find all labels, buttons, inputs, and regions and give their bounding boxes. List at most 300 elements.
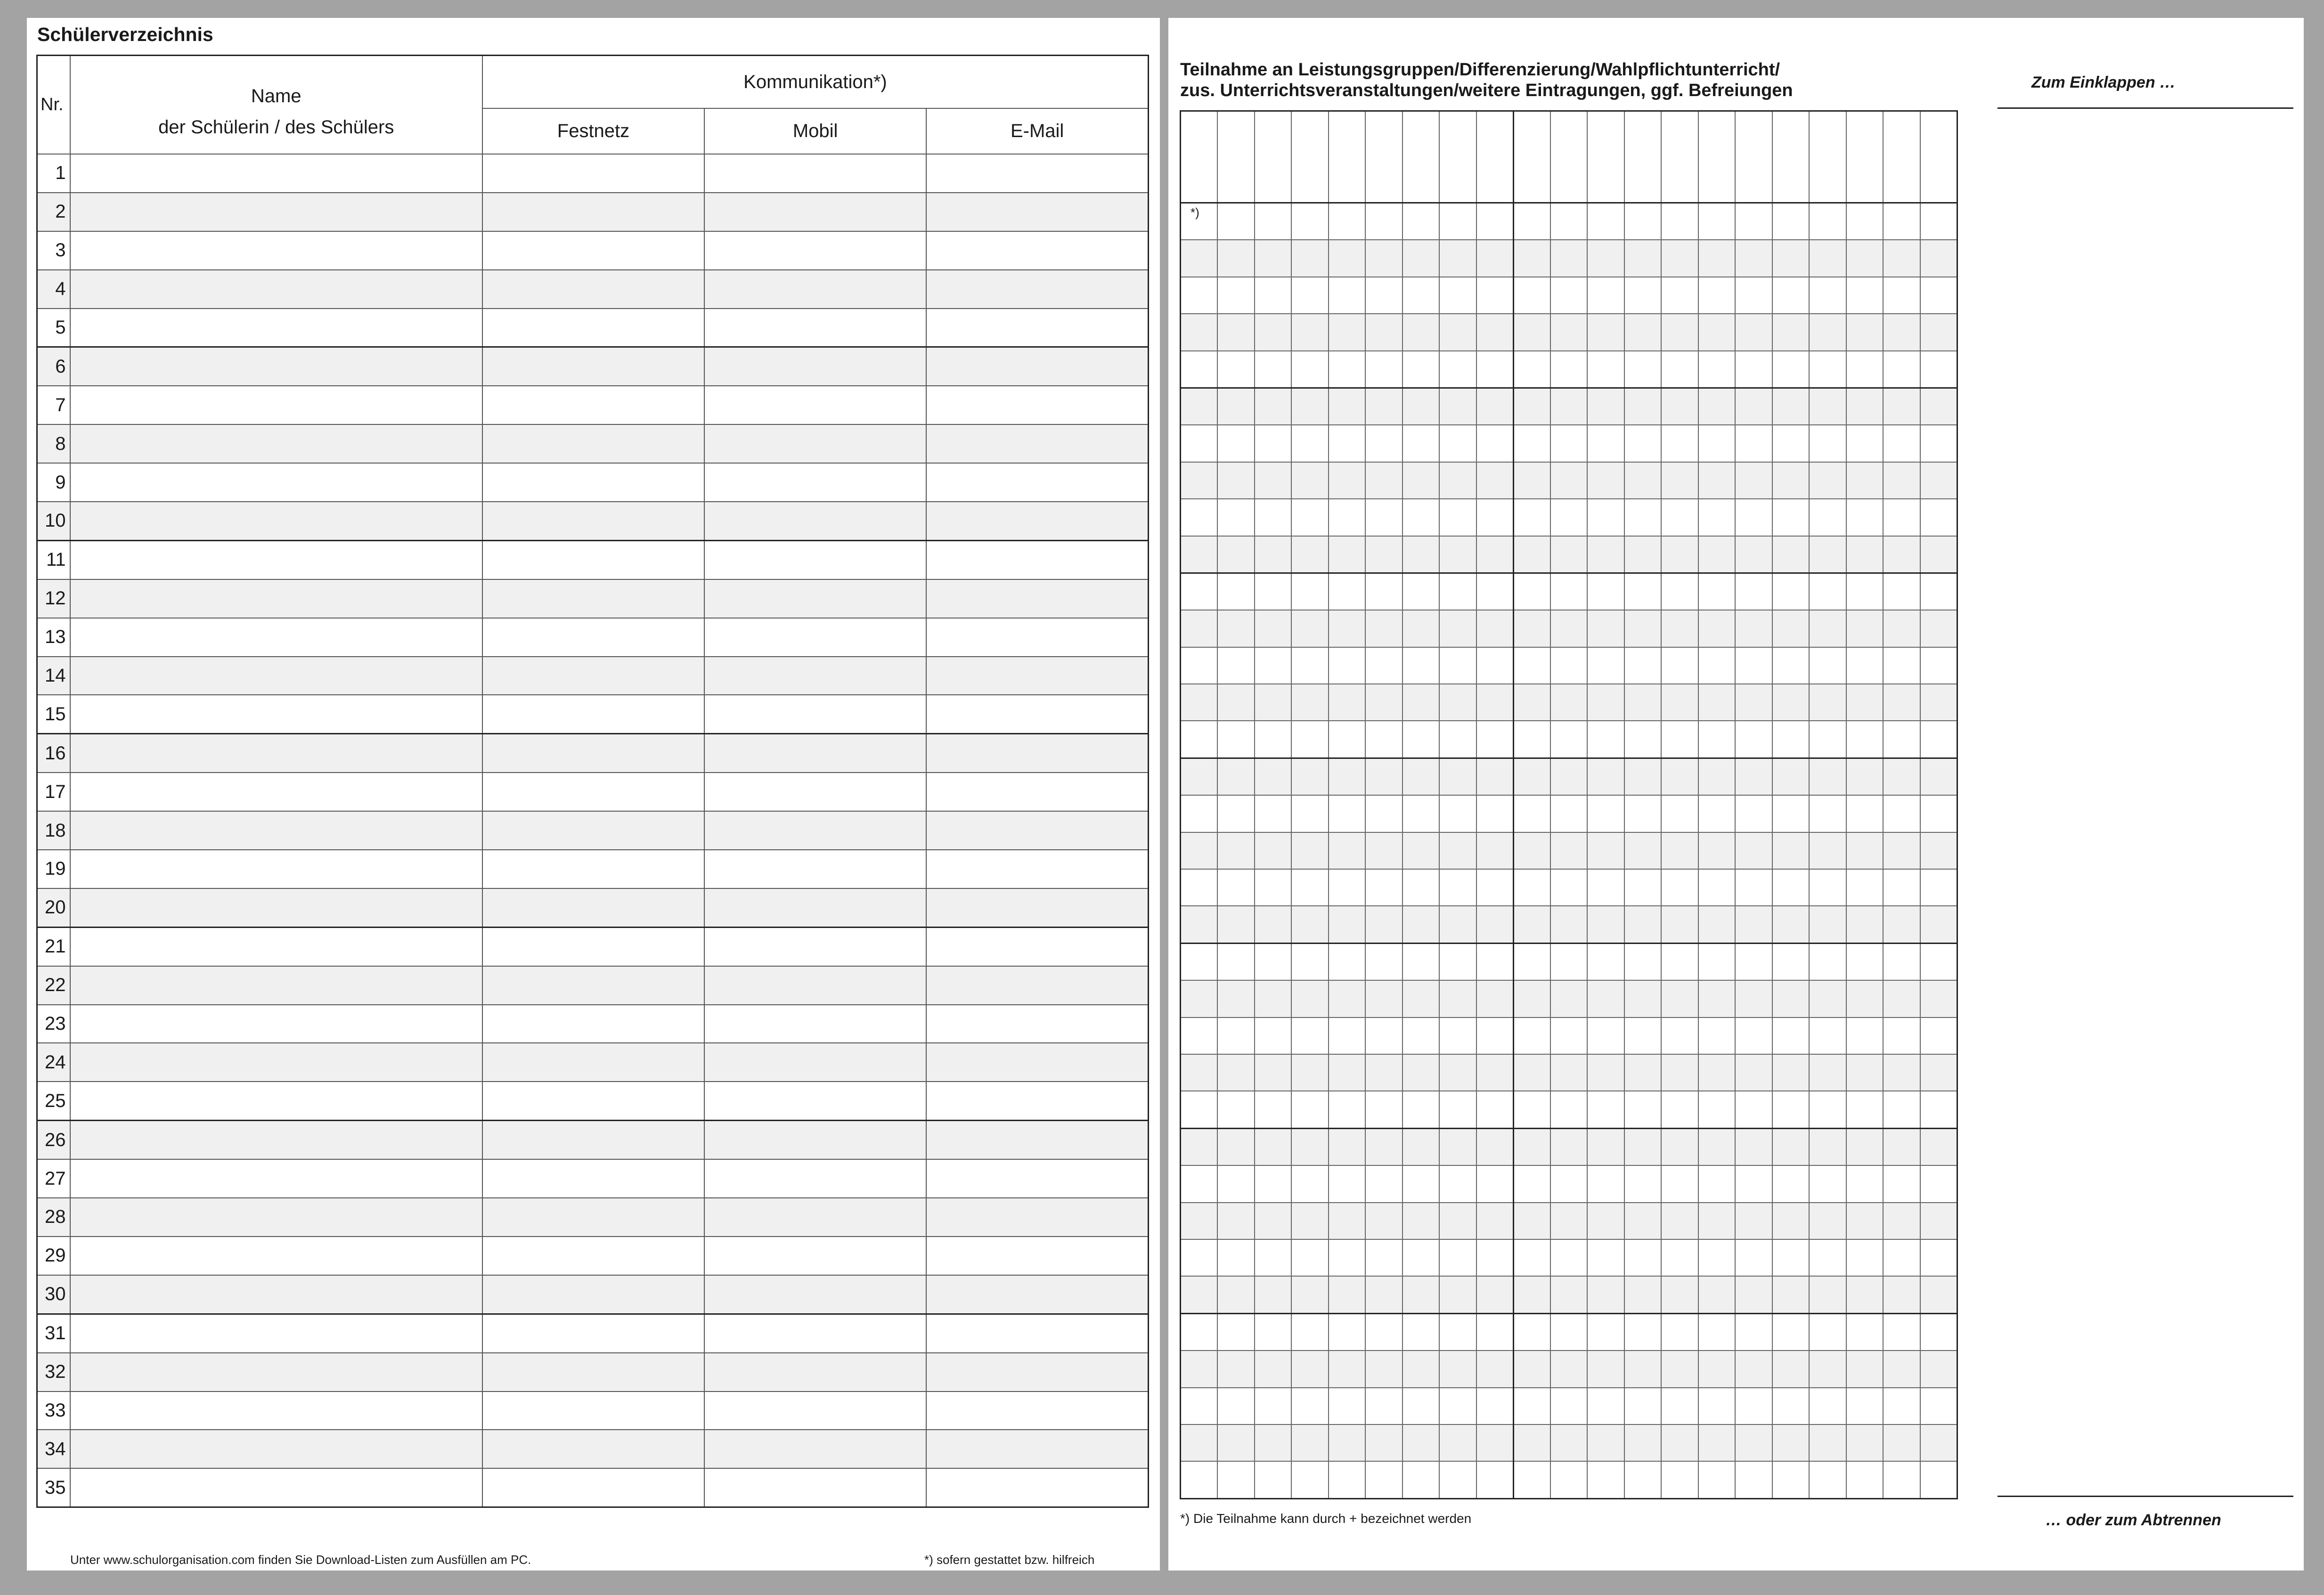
grid-cell[interactable] xyxy=(1329,647,1366,684)
grid-cell[interactable] xyxy=(1291,647,1329,684)
grid-cell[interactable] xyxy=(1365,1276,1403,1313)
grid-cell[interactable] xyxy=(1439,499,1476,536)
grid-cell[interactable] xyxy=(1735,758,1772,795)
grid-cell[interactable] xyxy=(1550,684,1588,721)
email-cell[interactable] xyxy=(926,1082,1148,1120)
grid-cell[interactable] xyxy=(1587,1128,1624,1165)
mobil-cell[interactable] xyxy=(704,927,926,966)
grid-cell[interactable] xyxy=(1846,425,1884,462)
grid-cell[interactable] xyxy=(1661,1165,1698,1202)
grid-cell[interactable] xyxy=(1772,462,1810,499)
grid-cell[interactable] xyxy=(1661,425,1698,462)
grid-cell[interactable] xyxy=(1291,314,1329,350)
grid-cell[interactable] xyxy=(1291,425,1329,462)
grid-cell[interactable] xyxy=(1513,536,1550,573)
grid-cell[interactable] xyxy=(1624,1128,1662,1165)
grid-cell[interactable] xyxy=(1846,1054,1884,1091)
grid-cell[interactable] xyxy=(1883,1461,1920,1498)
email-cell[interactable] xyxy=(926,1005,1148,1043)
email-cell[interactable] xyxy=(926,811,1148,850)
grid-cell[interactable] xyxy=(1403,795,1440,832)
grid-cell[interactable] xyxy=(1920,1313,1957,1351)
grid-cell[interactable] xyxy=(1883,980,1920,1017)
grid-cell[interactable] xyxy=(1772,1461,1810,1498)
grid-cell[interactable] xyxy=(1920,425,1957,462)
grid-cell[interactable] xyxy=(1217,462,1255,499)
grid-cell[interactable] xyxy=(1439,1313,1476,1351)
grid-cell[interactable] xyxy=(1698,1239,1736,1276)
grid-cell[interactable] xyxy=(1329,536,1366,573)
grid-cell[interactable] xyxy=(1217,1091,1255,1128)
festnetz-cell[interactable] xyxy=(482,231,704,270)
grid-cell[interactable] xyxy=(1698,536,1736,573)
grid-cell[interactable] xyxy=(1661,1351,1698,1387)
grid-cell[interactable] xyxy=(1698,1165,1736,1202)
grid-cell[interactable] xyxy=(1883,1351,1920,1387)
grid-cell[interactable] xyxy=(1772,1165,1810,1202)
festnetz-cell[interactable] xyxy=(482,1468,704,1507)
grid-cell[interactable] xyxy=(1181,610,1218,647)
grid-cell[interactable] xyxy=(1809,1017,1846,1054)
grid-cell[interactable] xyxy=(1846,1165,1884,1202)
grid-cell[interactable] xyxy=(1476,610,1514,647)
email-cell[interactable] xyxy=(926,695,1148,733)
grid-cell[interactable] xyxy=(1587,388,1624,425)
grid-cell[interactable] xyxy=(1920,906,1957,943)
grid-cell[interactable] xyxy=(1365,1091,1403,1128)
grid-cell[interactable] xyxy=(1661,1388,1698,1424)
grid-cell[interactable] xyxy=(1735,1017,1772,1054)
grid-cell[interactable] xyxy=(1513,1388,1550,1424)
grid-cell[interactable] xyxy=(1698,1388,1736,1424)
festnetz-cell[interactable] xyxy=(482,1430,704,1468)
grid-cell[interactable] xyxy=(1772,869,1810,906)
grid-cell[interactable] xyxy=(1181,573,1218,610)
grid-cell[interactable] xyxy=(1920,1388,1957,1424)
grid-cell[interactable] xyxy=(1255,832,1292,869)
grid-cell[interactable] xyxy=(1698,462,1736,499)
grid-cell[interactable] xyxy=(1181,1461,1218,1498)
grid-cell[interactable] xyxy=(1772,795,1810,832)
grid-cell[interactable] xyxy=(1255,1017,1292,1054)
grid-cell[interactable] xyxy=(1809,610,1846,647)
grid-cell[interactable] xyxy=(1476,1276,1514,1313)
email-cell[interactable] xyxy=(926,1121,1148,1159)
name-cell[interactable] xyxy=(70,1082,482,1120)
grid-cell[interactable] xyxy=(1365,1017,1403,1054)
grid-cell[interactable] xyxy=(1476,277,1514,314)
grid-cell[interactable] xyxy=(1513,314,1550,350)
grid-cell[interactable] xyxy=(1772,610,1810,647)
grid-cell[interactable] xyxy=(1439,980,1476,1017)
name-cell[interactable] xyxy=(70,618,482,657)
grid-cell[interactable] xyxy=(1181,1424,1218,1461)
grid-cell[interactable] xyxy=(1587,647,1624,684)
grid-header-cell[interactable] xyxy=(1624,111,1662,203)
grid-cell[interactable] xyxy=(1291,1351,1329,1387)
grid-cell[interactable] xyxy=(1587,684,1624,721)
grid-cell[interactable] xyxy=(1403,277,1440,314)
grid-cell[interactable] xyxy=(1735,943,1772,980)
grid-cell[interactable] xyxy=(1476,980,1514,1017)
mobil-cell[interactable] xyxy=(704,193,926,231)
grid-cell[interactable] xyxy=(1181,906,1218,943)
grid-cell[interactable] xyxy=(1661,1461,1698,1498)
grid-cell[interactable] xyxy=(1624,1388,1662,1424)
grid-cell[interactable] xyxy=(1550,573,1588,610)
grid-cell[interactable] xyxy=(1809,1091,1846,1128)
grid-cell[interactable] xyxy=(1587,462,1624,499)
grid-cell[interactable] xyxy=(1846,277,1884,314)
grid-cell[interactable] xyxy=(1255,462,1292,499)
grid-cell[interactable] xyxy=(1735,980,1772,1017)
grid-cell[interactable] xyxy=(1698,1276,1736,1313)
grid-cell[interactable] xyxy=(1920,1351,1957,1387)
grid-cell[interactable] xyxy=(1809,499,1846,536)
grid-cell[interactable] xyxy=(1181,869,1218,906)
grid-cell[interactable] xyxy=(1181,1165,1218,1202)
grid-cell[interactable] xyxy=(1217,1054,1255,1091)
grid-header-cell[interactable] xyxy=(1735,111,1772,203)
grid-cell[interactable] xyxy=(1661,758,1698,795)
grid-cell[interactable] xyxy=(1329,832,1366,869)
grid-cell[interactable] xyxy=(1661,869,1698,906)
grid-cell[interactable] xyxy=(1329,1091,1366,1128)
grid-cell[interactable] xyxy=(1698,240,1736,277)
grid-cell[interactable] xyxy=(1920,203,1957,240)
grid-cell[interactable] xyxy=(1181,1276,1218,1313)
festnetz-cell[interactable] xyxy=(482,1082,704,1120)
grid-cell[interactable] xyxy=(1255,1388,1292,1424)
grid-cell[interactable] xyxy=(1698,1313,1736,1351)
grid-cell[interactable] xyxy=(1883,943,1920,980)
email-cell[interactable] xyxy=(926,927,1148,966)
name-cell[interactable] xyxy=(70,1198,482,1237)
grid-cell[interactable] xyxy=(1846,536,1884,573)
grid-cell[interactable] xyxy=(1550,351,1588,388)
grid-cell[interactable] xyxy=(1883,573,1920,610)
grid-cell[interactable] xyxy=(1809,1424,1846,1461)
grid-cell[interactable] xyxy=(1513,203,1550,240)
grid-cell[interactable] xyxy=(1698,980,1736,1017)
grid-cell[interactable] xyxy=(1403,1424,1440,1461)
grid-cell[interactable] xyxy=(1181,1054,1218,1091)
grid-cell[interactable] xyxy=(1365,1054,1403,1091)
grid-header-cell[interactable] xyxy=(1403,111,1440,203)
name-cell[interactable] xyxy=(70,1314,482,1352)
mobil-cell[interactable] xyxy=(704,888,926,927)
grid-cell[interactable] xyxy=(1809,832,1846,869)
name-cell[interactable] xyxy=(70,1392,482,1430)
grid-cell[interactable] xyxy=(1217,647,1255,684)
email-cell[interactable] xyxy=(926,309,1148,347)
festnetz-cell[interactable] xyxy=(482,540,704,579)
grid-cell[interactable] xyxy=(1624,647,1662,684)
grid-cell[interactable] xyxy=(1439,1091,1476,1128)
grid-cell[interactable] xyxy=(1624,1351,1662,1387)
grid-cell[interactable] xyxy=(1772,573,1810,610)
grid-header-cell[interactable] xyxy=(1329,111,1366,203)
grid-cell[interactable] xyxy=(1255,1461,1292,1498)
grid-cell[interactable] xyxy=(1329,425,1366,462)
mobil-cell[interactable] xyxy=(704,270,926,309)
grid-cell[interactable] xyxy=(1439,684,1476,721)
grid-cell[interactable] xyxy=(1920,1424,1957,1461)
grid-cell[interactable] xyxy=(1587,1351,1624,1387)
grid-cell[interactable] xyxy=(1255,1128,1292,1165)
grid-cell[interactable] xyxy=(1809,277,1846,314)
grid-cell[interactable] xyxy=(1809,906,1846,943)
grid-cell[interactable] xyxy=(1255,1203,1292,1239)
grid-cell[interactable] xyxy=(1217,906,1255,943)
grid-cell[interactable] xyxy=(1550,906,1588,943)
grid-cell[interactable] xyxy=(1846,573,1884,610)
grid-cell[interactable] xyxy=(1550,1388,1588,1424)
grid-cell[interactable] xyxy=(1439,869,1476,906)
grid-cell[interactable] xyxy=(1920,1203,1957,1239)
grid-cell[interactable] xyxy=(1365,1388,1403,1424)
grid-cell[interactable] xyxy=(1329,943,1366,980)
grid-cell[interactable] xyxy=(1624,906,1662,943)
grid-cell[interactable] xyxy=(1587,1054,1624,1091)
grid-cell[interactable] xyxy=(1217,425,1255,462)
grid-cell[interactable] xyxy=(1735,425,1772,462)
grid-cell[interactable] xyxy=(1772,758,1810,795)
email-cell[interactable] xyxy=(926,463,1148,502)
grid-cell[interactable] xyxy=(1255,240,1292,277)
grid-cell[interactable] xyxy=(1809,1388,1846,1424)
grid-cell[interactable] xyxy=(1291,1239,1329,1276)
grid-cell[interactable] xyxy=(1476,240,1514,277)
grid-cell[interactable] xyxy=(1403,869,1440,906)
grid-cell[interactable] xyxy=(1217,1203,1255,1239)
grid-header-cell[interactable] xyxy=(1920,111,1957,203)
grid-cell[interactable] xyxy=(1255,1313,1292,1351)
grid-cell[interactable] xyxy=(1513,462,1550,499)
grid-cell[interactable] xyxy=(1439,1461,1476,1498)
grid-cell[interactable] xyxy=(1809,943,1846,980)
grid-cell[interactable] xyxy=(1624,1461,1662,1498)
grid-cell[interactable] xyxy=(1255,425,1292,462)
grid-cell[interactable] xyxy=(1624,314,1662,350)
grid-cell[interactable] xyxy=(1181,1017,1218,1054)
grid-cell[interactable] xyxy=(1661,314,1698,350)
grid-cell[interactable] xyxy=(1920,1091,1957,1128)
grid-cell[interactable] xyxy=(1883,721,1920,758)
grid-cell[interactable] xyxy=(1217,943,1255,980)
grid-cell[interactable] xyxy=(1587,795,1624,832)
grid-cell[interactable] xyxy=(1181,499,1218,536)
grid-cell[interactable] xyxy=(1403,462,1440,499)
grid-cell[interactable] xyxy=(1735,573,1772,610)
grid-cell[interactable] xyxy=(1403,1313,1440,1351)
grid-cell[interactable] xyxy=(1476,1313,1514,1351)
grid-cell[interactable] xyxy=(1735,1351,1772,1387)
grid-cell[interactable] xyxy=(1698,795,1736,832)
grid-cell[interactable] xyxy=(1661,1424,1698,1461)
grid-cell[interactable] xyxy=(1403,758,1440,795)
grid-cell[interactable] xyxy=(1476,1128,1514,1165)
grid-cell[interactable] xyxy=(1439,647,1476,684)
grid-cell[interactable] xyxy=(1439,758,1476,795)
grid-cell[interactable] xyxy=(1550,1128,1588,1165)
grid-cell[interactable] xyxy=(1439,721,1476,758)
festnetz-cell[interactable] xyxy=(482,850,704,888)
grid-cell[interactable] xyxy=(1883,462,1920,499)
name-cell[interactable] xyxy=(70,888,482,927)
grid-cell[interactable] xyxy=(1846,647,1884,684)
grid-cell[interactable] xyxy=(1920,314,1957,350)
grid-header-cell[interactable] xyxy=(1809,111,1846,203)
grid-cell[interactable] xyxy=(1181,758,1218,795)
grid-cell[interactable] xyxy=(1735,869,1772,906)
grid-cell[interactable] xyxy=(1550,943,1588,980)
festnetz-cell[interactable] xyxy=(482,270,704,309)
grid-cell[interactable] xyxy=(1883,1388,1920,1424)
grid-cell[interactable] xyxy=(1698,1461,1736,1498)
grid-cell[interactable] xyxy=(1291,869,1329,906)
grid-cell[interactable] xyxy=(1217,277,1255,314)
grid-cell[interactable] xyxy=(1476,1091,1514,1128)
grid-cell[interactable] xyxy=(1698,573,1736,610)
grid-cell[interactable] xyxy=(1661,1239,1698,1276)
grid-cell[interactable] xyxy=(1661,684,1698,721)
grid-cell[interactable] xyxy=(1550,980,1588,1017)
grid-cell[interactable] xyxy=(1365,869,1403,906)
grid-cell[interactable] xyxy=(1439,832,1476,869)
grid-cell[interactable] xyxy=(1513,351,1550,388)
grid-cell[interactable] xyxy=(1217,1424,1255,1461)
grid-cell[interactable] xyxy=(1624,1313,1662,1351)
grid-cell[interactable] xyxy=(1439,795,1476,832)
grid-cell[interactable] xyxy=(1550,721,1588,758)
grid-cell[interactable] xyxy=(1217,499,1255,536)
grid-cell[interactable] xyxy=(1587,1017,1624,1054)
grid-header-cell[interactable] xyxy=(1476,111,1514,203)
grid-cell[interactable] xyxy=(1513,980,1550,1017)
grid-cell[interactable] xyxy=(1846,980,1884,1017)
grid-cell[interactable] xyxy=(1809,203,1846,240)
grid-cell[interactable] xyxy=(1217,314,1255,350)
grid-cell[interactable] xyxy=(1735,610,1772,647)
grid-cell[interactable] xyxy=(1329,795,1366,832)
grid-cell[interactable] xyxy=(1883,425,1920,462)
grid-cell[interactable] xyxy=(1255,277,1292,314)
festnetz-cell[interactable] xyxy=(482,1198,704,1237)
grid-cell[interactable] xyxy=(1920,721,1957,758)
grid-cell[interactable] xyxy=(1217,1165,1255,1202)
grid-cell[interactable] xyxy=(1181,277,1218,314)
grid-cell[interactable] xyxy=(1698,943,1736,980)
grid-cell[interactable] xyxy=(1846,499,1884,536)
grid-cell[interactable] xyxy=(1365,647,1403,684)
grid-cell[interactable] xyxy=(1439,351,1476,388)
grid-cell[interactable] xyxy=(1624,425,1662,462)
grid-cell[interactable] xyxy=(1772,536,1810,573)
grid-cell[interactable] xyxy=(1883,351,1920,388)
grid-cell[interactable] xyxy=(1291,1276,1329,1313)
grid-cell[interactable] xyxy=(1329,1239,1366,1276)
grid-cell[interactable] xyxy=(1550,1165,1588,1202)
grid-cell[interactable] xyxy=(1698,314,1736,350)
grid-cell[interactable] xyxy=(1550,1239,1588,1276)
grid-cell[interactable] xyxy=(1439,536,1476,573)
grid-cell[interactable] xyxy=(1846,1128,1884,1165)
grid-cell[interactable] xyxy=(1365,906,1403,943)
grid-cell[interactable] xyxy=(1883,388,1920,425)
grid-cell[interactable] xyxy=(1772,943,1810,980)
name-cell[interactable] xyxy=(70,927,482,966)
grid-cell[interactable] xyxy=(1217,758,1255,795)
mobil-cell[interactable] xyxy=(704,579,926,618)
name-cell[interactable] xyxy=(70,540,482,579)
grid-cell[interactable] xyxy=(1403,1017,1440,1054)
grid-cell[interactable] xyxy=(1439,388,1476,425)
grid-cell[interactable] xyxy=(1181,980,1218,1017)
grid-cell[interactable] xyxy=(1291,1388,1329,1424)
grid-cell[interactable] xyxy=(1772,1388,1810,1424)
email-cell[interactable] xyxy=(926,734,1148,773)
grid-cell[interactable] xyxy=(1365,1351,1403,1387)
grid-cell[interactable] xyxy=(1291,832,1329,869)
grid-cell[interactable] xyxy=(1587,203,1624,240)
grid-cell[interactable] xyxy=(1255,647,1292,684)
grid-cell[interactable] xyxy=(1809,869,1846,906)
grid-cell[interactable] xyxy=(1513,684,1550,721)
grid-cell[interactable] xyxy=(1439,203,1476,240)
grid-cell[interactable] xyxy=(1846,1203,1884,1239)
grid-cell[interactable] xyxy=(1513,1461,1550,1498)
grid-cell[interactable] xyxy=(1181,536,1218,573)
grid-cell[interactable] xyxy=(1920,869,1957,906)
grid-cell[interactable] xyxy=(1255,1351,1292,1387)
grid-cell[interactable] xyxy=(1809,758,1846,795)
grid-cell[interactable] xyxy=(1550,1276,1588,1313)
grid-cell[interactable] xyxy=(1217,536,1255,573)
grid-cell[interactable] xyxy=(1365,1239,1403,1276)
grid-cell[interactable] xyxy=(1329,203,1366,240)
grid-cell[interactable] xyxy=(1181,1091,1218,1128)
grid-cell[interactable] xyxy=(1883,499,1920,536)
grid-cell[interactable] xyxy=(1365,1424,1403,1461)
grid-cell[interactable] xyxy=(1513,499,1550,536)
grid-cell[interactable] xyxy=(1255,314,1292,350)
grid-cell[interactable] xyxy=(1476,573,1514,610)
mobil-cell[interactable] xyxy=(704,231,926,270)
grid-cell[interactable] xyxy=(1624,943,1662,980)
grid-cell[interactable] xyxy=(1550,758,1588,795)
grid-cell[interactable] xyxy=(1403,314,1440,350)
grid-cell[interactable] xyxy=(1698,684,1736,721)
grid-cell[interactable] xyxy=(1550,240,1588,277)
grid-cell[interactable] xyxy=(1365,795,1403,832)
grid-cell[interactable] xyxy=(1476,684,1514,721)
grid-cell[interactable] xyxy=(1439,1203,1476,1239)
grid-cell[interactable] xyxy=(1291,1091,1329,1128)
grid-cell[interactable] xyxy=(1291,758,1329,795)
festnetz-cell[interactable] xyxy=(482,1353,704,1392)
email-cell[interactable] xyxy=(926,231,1148,270)
grid-cell[interactable] xyxy=(1698,647,1736,684)
mobil-cell[interactable] xyxy=(704,1121,926,1159)
grid-cell[interactable] xyxy=(1181,1128,1218,1165)
email-cell[interactable] xyxy=(926,386,1148,424)
grid-cell[interactable] xyxy=(1883,758,1920,795)
grid-cell[interactable] xyxy=(1255,203,1292,240)
grid-cell[interactable] xyxy=(1772,1424,1810,1461)
mobil-cell[interactable] xyxy=(704,424,926,463)
grid-cell[interactable] xyxy=(1403,610,1440,647)
